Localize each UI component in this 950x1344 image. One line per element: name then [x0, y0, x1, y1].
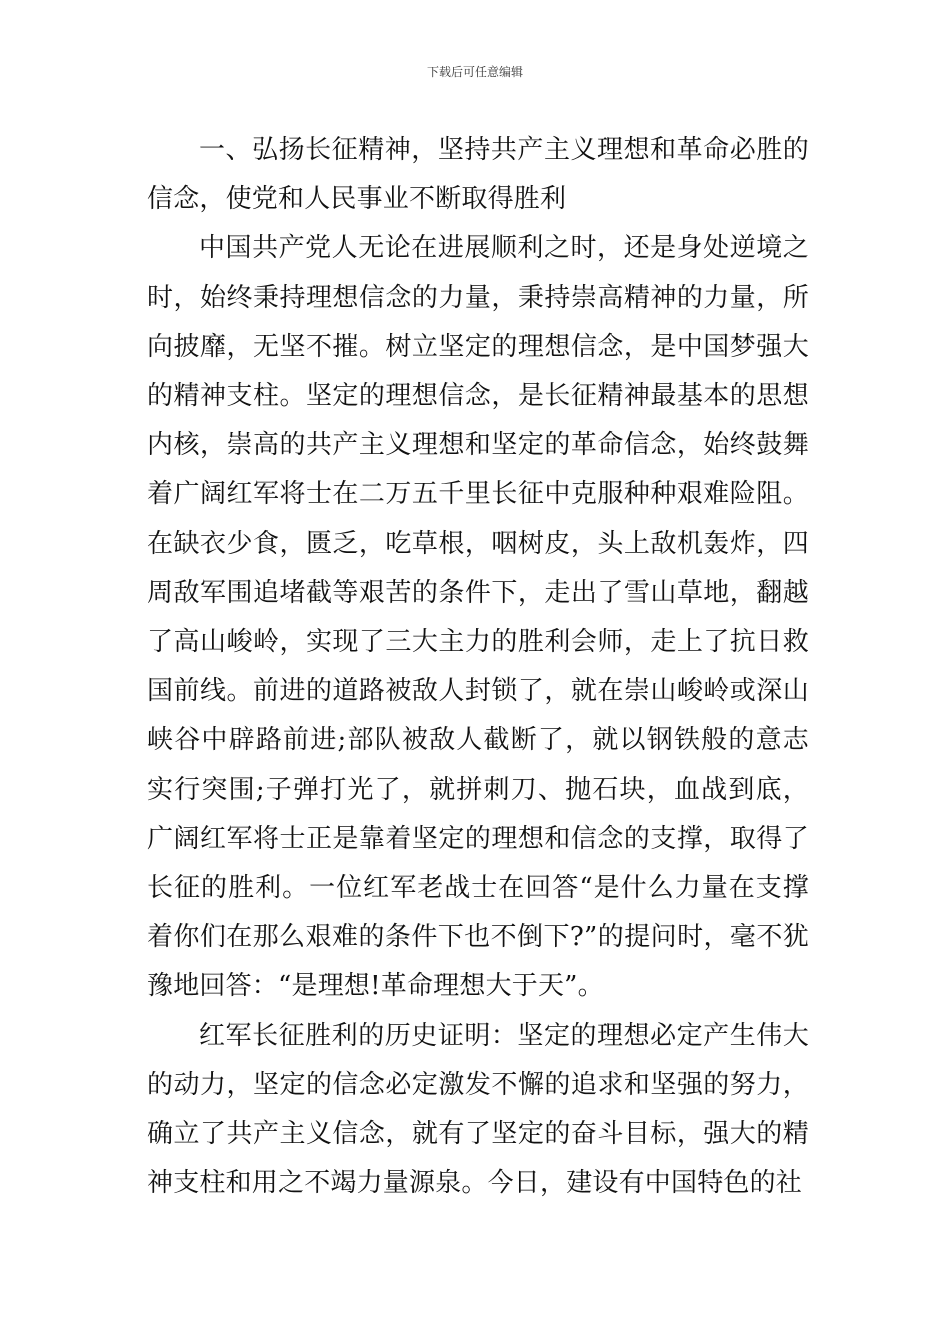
section-heading-paragraph: 一、弘扬长征精神，坚持共产主义理想和革命必胜的信念，使党和人民事业不断取得胜利: [147, 135, 809, 215]
body-paragraph: 中国共产党人无论在进展顺利之时，还是身处逆境之时，始终秉持理想信念的力量，秉持崇高精神的力量，所向披靡，无坚不摧。树立坚定的理想信念，是中国梦强大的精神支柱。坚定的理想信念，是长征精神最基本的思想内核，崇高的共产主义理想和坚定的革命信念，始终鼓舞着广阔红军将士在二万五千里长征中克服种种艰难险阻。在缺衣少食，匮乏，吃草根，咽树皮，头上敌机轰炸，四周敌军围追堵截等艰苦的条件下，走出了雪山草地，翻越了高山峻岭，实现了三大主力的胜利会师，走上了抗日救国前线。前进的道路被敌人封锁了，就在崇山峻岭或深山峡谷中辟路前进;部队被敌人截断了，就以钢铁般的意志实行突围;子弹打光了，就拼刺刀、抛石块，血战到底，广阔红军将士正是靠着坚定的理想和信念的支撑，取得了长征的胜利。一位红军老战士在回答“是什么力量在支撑着你们在那么艰难的条件下也不倒下?”的提问时，毫不犹豫地回答：“是理想!革命理想大于天”。: [147, 233, 809, 1002]
document-body: [147, 126, 809, 1208]
body-paragraph: 红军长征胜利的历史证明：坚定的理想必定产生伟大的动力，坚定的信念必定激发不懈的追求和坚强的努力，确立了共产主义信念，就有了坚定的奋斗目标，强大的精神支柱和用之不竭力量源泉。今日，建设有中国特色的社: [147, 1020, 809, 1199]
page-header: 下载后可任意编辑: [426, 65, 523, 79]
